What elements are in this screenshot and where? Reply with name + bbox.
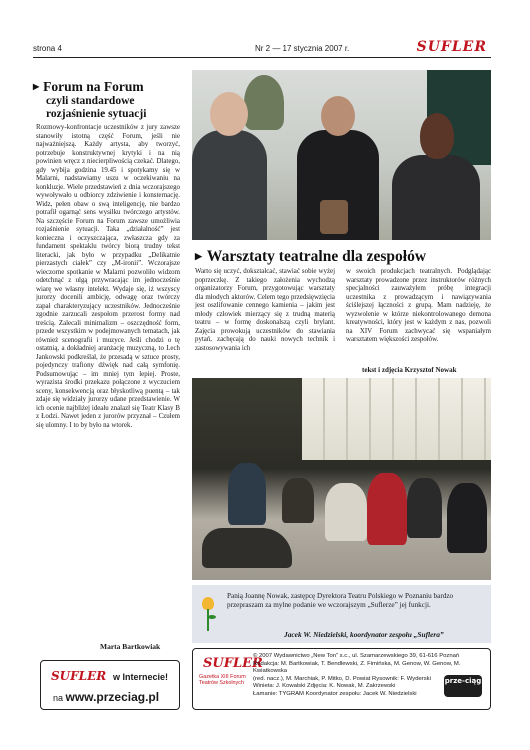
apology-text: Panią Joannę Nowak, zastępcę Dyrektora Teatru Polskiego w Poznaniu bardzo przepraszam za mylne podanie we wczorajszym „Suflerze” jej funkcji. <box>227 592 454 609</box>
article-left-title: ▶ Forum na Forum <box>33 79 181 95</box>
promo-url-prefix: na <box>53 693 66 703</box>
issue-date: Nr 2 — 17 stycznia 2007 r. <box>255 44 350 53</box>
colophon-box <box>192 648 491 710</box>
page-number: strona 4 <box>33 44 62 53</box>
article-main-author: tekst i zdjęcia Krzysztof Nowak <box>362 366 457 374</box>
photo-flute-players <box>192 70 491 240</box>
apology-box <box>192 585 491 643</box>
promo-url-link[interactable]: www.przeciag.pl <box>65 690 160 704</box>
promo-logo: SUFLER <box>51 669 107 683</box>
article-left-author: Marta Bartkowiak <box>100 642 161 651</box>
article-main-column-2: w swoich produkcjach teatralnych. Podglądając warsztaty prowadzone przez instruktorów różnych specjalności zauważyłem próbę integracji uczestnika z prowadzącym i nawiązywania ściślejszej łączności z grupą. Mam nadzieję, że wyzwolenie w którze niekontrolowanego demona kreatywności, który jest w każdym z nas, pozwoli na XIV Forum zachwycać się wspaniałym warsztatem większości zespołów. <box>346 268 491 343</box>
article-left-subtitle-2: rozjaśnienie sytuacji <box>46 108 147 120</box>
header-logo: SUFLER <box>416 39 487 55</box>
article-left-heading <box>33 79 181 121</box>
przeciag-badge: prze-ciąg <box>444 675 482 697</box>
colophon-line: (red. nacz.), M. Marchiak, P. Mitko, D. Powiat Rysownik: F. Wyderski <box>253 675 431 682</box>
colophon-line: Łamanie: TYGRAM Koordynator zespołu: Jacek W. Niedzielski <box>253 690 417 697</box>
internet-promo-box <box>40 660 180 710</box>
colophon-line: © 2007 Wydawnictwo „New Ton” s.c., ul. Szamarzewskiego 39, 61-616 Poznań <box>253 653 460 659</box>
colophon-subtitle: Gazetka XIII Forum Teatrów Szkolnych <box>199 674 246 687</box>
photo-workshop-group <box>192 378 491 580</box>
article-left-body: Rozmowy-konfrontacje uczestników z jury zawsze stanowiły istotną część Forum, jeśli nie najważniejszą. Każdy artysta, aby tworzyć, potrzebuje konstruktywnej krytyki i na nią powinien wręcz z niecierpliwością czekać. Dlatego, gdy wybija godzina 19.45 i spotykamy się w Malarni, nadstawiamy uszu w oczekiwaniu na konkluzje. Wiele przedstawień z dnia wczorajszego wywoływało u odbiorcy zdziwienie i konsternację. Widz, pełen obaw o swą inteligencję, nie bardzo potrafił ogarnąć sens wysiłku twórczego artystów. Na szczęście Forum na Forum zawsze umożliwia rozjaśnienie sytuacji. Taka „działalność” jest konieczna i oczyszczająca, zwłaszcza gdy za fundament spektaklu twórcy biorą trudny tekst literacki, jak było w przypadku „Delikatnie pierzastych ciałek” czy „M-ironii”. Wczorajsze wieczorne spotkanie w Malarni pozwoliło widzom odetchnąć z ulgą przywracając im jednocześnie wiarę we własny intelekt. Wydaje się, iż wszyscy jurorzy docenili ambicję, odwagę oraz twórczy zapał charakteryzujący uczestników. Jednocześnie zgodnie zarzucali zespołom przerost formy nad treścią. Zalecali minimalizm – oszczędność form, przede wszystkim w podejmowanych tematach, jak również scenografii i muzyce. Jeśli chodzi o tę ostatnią, a dokładniej aranżację muzyczną, to Lech Jankowski podkreślał, że przesadą w sztuce prosty, pojedynczy trafiony dźwięk nad całą symfonię. Podsumowując – im mniej tym lepiej. Proste, wyrazista środki przekazu połączone z wyczuciem sceny, konsekwencją oraz błyskotliwą puentą – tak zdaje się widziały jurorzy udane przedstawienie. W ich ocenie najbliżej ideału znalazł się Teatr Klasy B z Łodzi. Nawet jeden z jurorów przyznał – Czułem się ulomny. I to by było na wtorek. <box>36 124 180 429</box>
page-header <box>33 40 491 58</box>
article-main-column-1: Warto się uczyć, dokształcać, stawiać sobie wyżej poprzeczkę. Z takiego założenia wychodzą organizatorzy Forum, przygotowując warsztaty dla młodych aktorów. Celem tego przedsięwzięcia jest oszlifowanie cennego kamienia – jakim jest młody człowiek mierzący się z trudną materią teatru – w formę doskonalszą czyli brylant. Zajęcia prowokują uczestników do stawiania pytań, zachęcają do nauki nowych technik i zastosowywania ich <box>195 268 335 352</box>
colophon-line: Winieta: J. Kowalski Zdjęcia: K. Nowak, M. Zakrzewski <box>253 683 396 690</box>
tulip-icon <box>199 597 217 633</box>
promo-text: w Internecie! <box>113 672 169 682</box>
article-main-title: ▶ Warsztaty teatralne dla zespołów <box>195 248 491 266</box>
article-left-subtitle-1: czyli standardowe <box>46 95 135 107</box>
apology-signature: Jacek W. Niedzielski, koordynator zespołu „Suflera” <box>284 630 444 639</box>
colophon-line: Redakcja: M. Bartkowiak, T. Bendlewski, Z. Fimińska, M. Genow, W. Genow, M. Kwiatkowska <box>253 660 461 675</box>
colophon-logo: SUFLER <box>203 656 263 671</box>
